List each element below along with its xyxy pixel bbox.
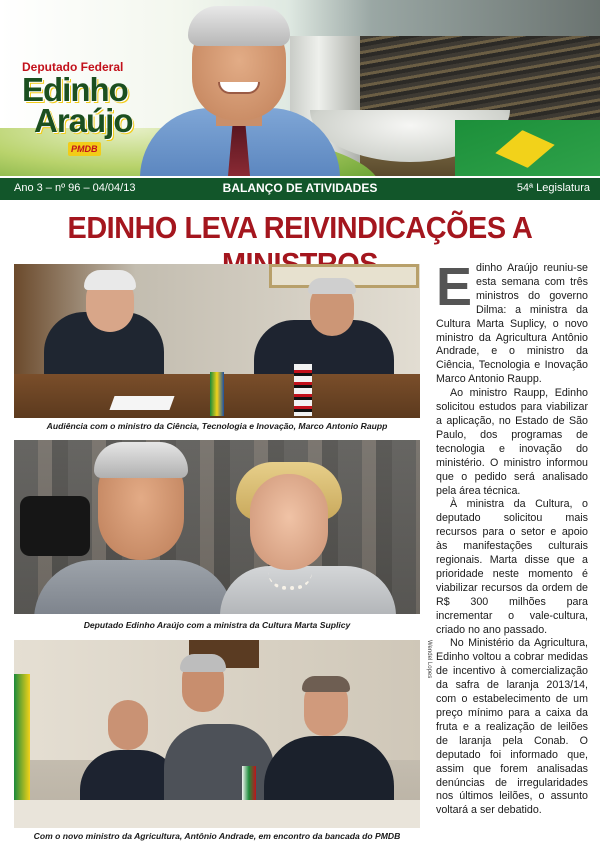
edition-info: Ano 3 – nº 96 – 04/04/13	[14, 182, 136, 194]
masthead	[0, 0, 600, 176]
article-paragraph: No Ministério da Agricultura, Edinho voltou a cobrar medidas de incentivo à comercialização da safra de laranja 2013/14, com o estabelecimento de um preço mínimo para a caixa da fruta e a realização de leilões de laranja pela Conab. O deputado foi informado que, assim que forem analisadas denúncias de irregularidades nos últimos leilões, o assunto voltará a ser debatido.	[436, 637, 588, 817]
info-bar	[0, 178, 600, 200]
photo-credit: Wendel Lopes	[426, 640, 432, 679]
photo-raupp-meeting	[14, 264, 420, 418]
photo-caption: Com o novo ministro da Agricultura, Antônio Andrade, em encontro da bancada do PMDB	[33, 831, 401, 841]
party-logo: PMDB	[68, 142, 101, 156]
article-body	[436, 257, 588, 818]
photo-pmdb-meeting	[14, 640, 420, 828]
brazil-flag-icon	[210, 372, 224, 416]
brand-name-last: Araújo	[34, 102, 133, 139]
article-paragraph: Edinho Araújo reuniu-se esta semana com três ministros do governo Dilma: a ministra da Cultura Marta Suplicy, o novo ministro da Agricultura Antônio Andrade, e o ministro da Ciência, Tecnologia e Inovação Marco Antonio Raupp.	[436, 257, 588, 386]
section-title: BALANÇO DE ATIVIDADES	[222, 181, 378, 195]
sao-paulo-flag-icon	[294, 364, 312, 416]
article-paragraph: À ministra da Cultura, o deputado solicitou mais recursos para o setor e apoio às manifestações culturais regionais. Marta disse que a prioridade neste momento é viabilizar recursos da ordem de R$ 300 milhões para incrementar o vale-cultura, criado no ano passado.	[436, 498, 588, 636]
brand-role: Deputado Federal	[22, 60, 124, 74]
camera-icon	[20, 496, 90, 556]
drop-cap: E	[436, 257, 473, 317]
brand-name-first: Edinho	[22, 71, 128, 108]
legislature-label: 54ª Legislatura	[516, 182, 590, 194]
photo-marta-suplicy	[14, 440, 420, 614]
brand-logo	[22, 60, 172, 157]
article-paragraph: Ao ministro Raupp, Edinho solicitou estudos para viabilizar a aplicação, no Estado de São Paulo, dos programas de tecnologia e inovação do ministério. O ministro informou que o pedido será analisado pela área técnica.	[436, 387, 588, 497]
photo-caption: Deputado Edinho Araújo com a ministra da Cultura Marta Suplicy	[83, 620, 351, 630]
photo-caption: Audiência com o ministro da Ciência, Tecnologia e Inovação, Marco Antonio Raupp	[46, 421, 388, 431]
headline: EDINHO LEVA REIVINDICAÇÕES A	[67, 210, 533, 245]
brazil-flag-icon	[455, 120, 600, 176]
